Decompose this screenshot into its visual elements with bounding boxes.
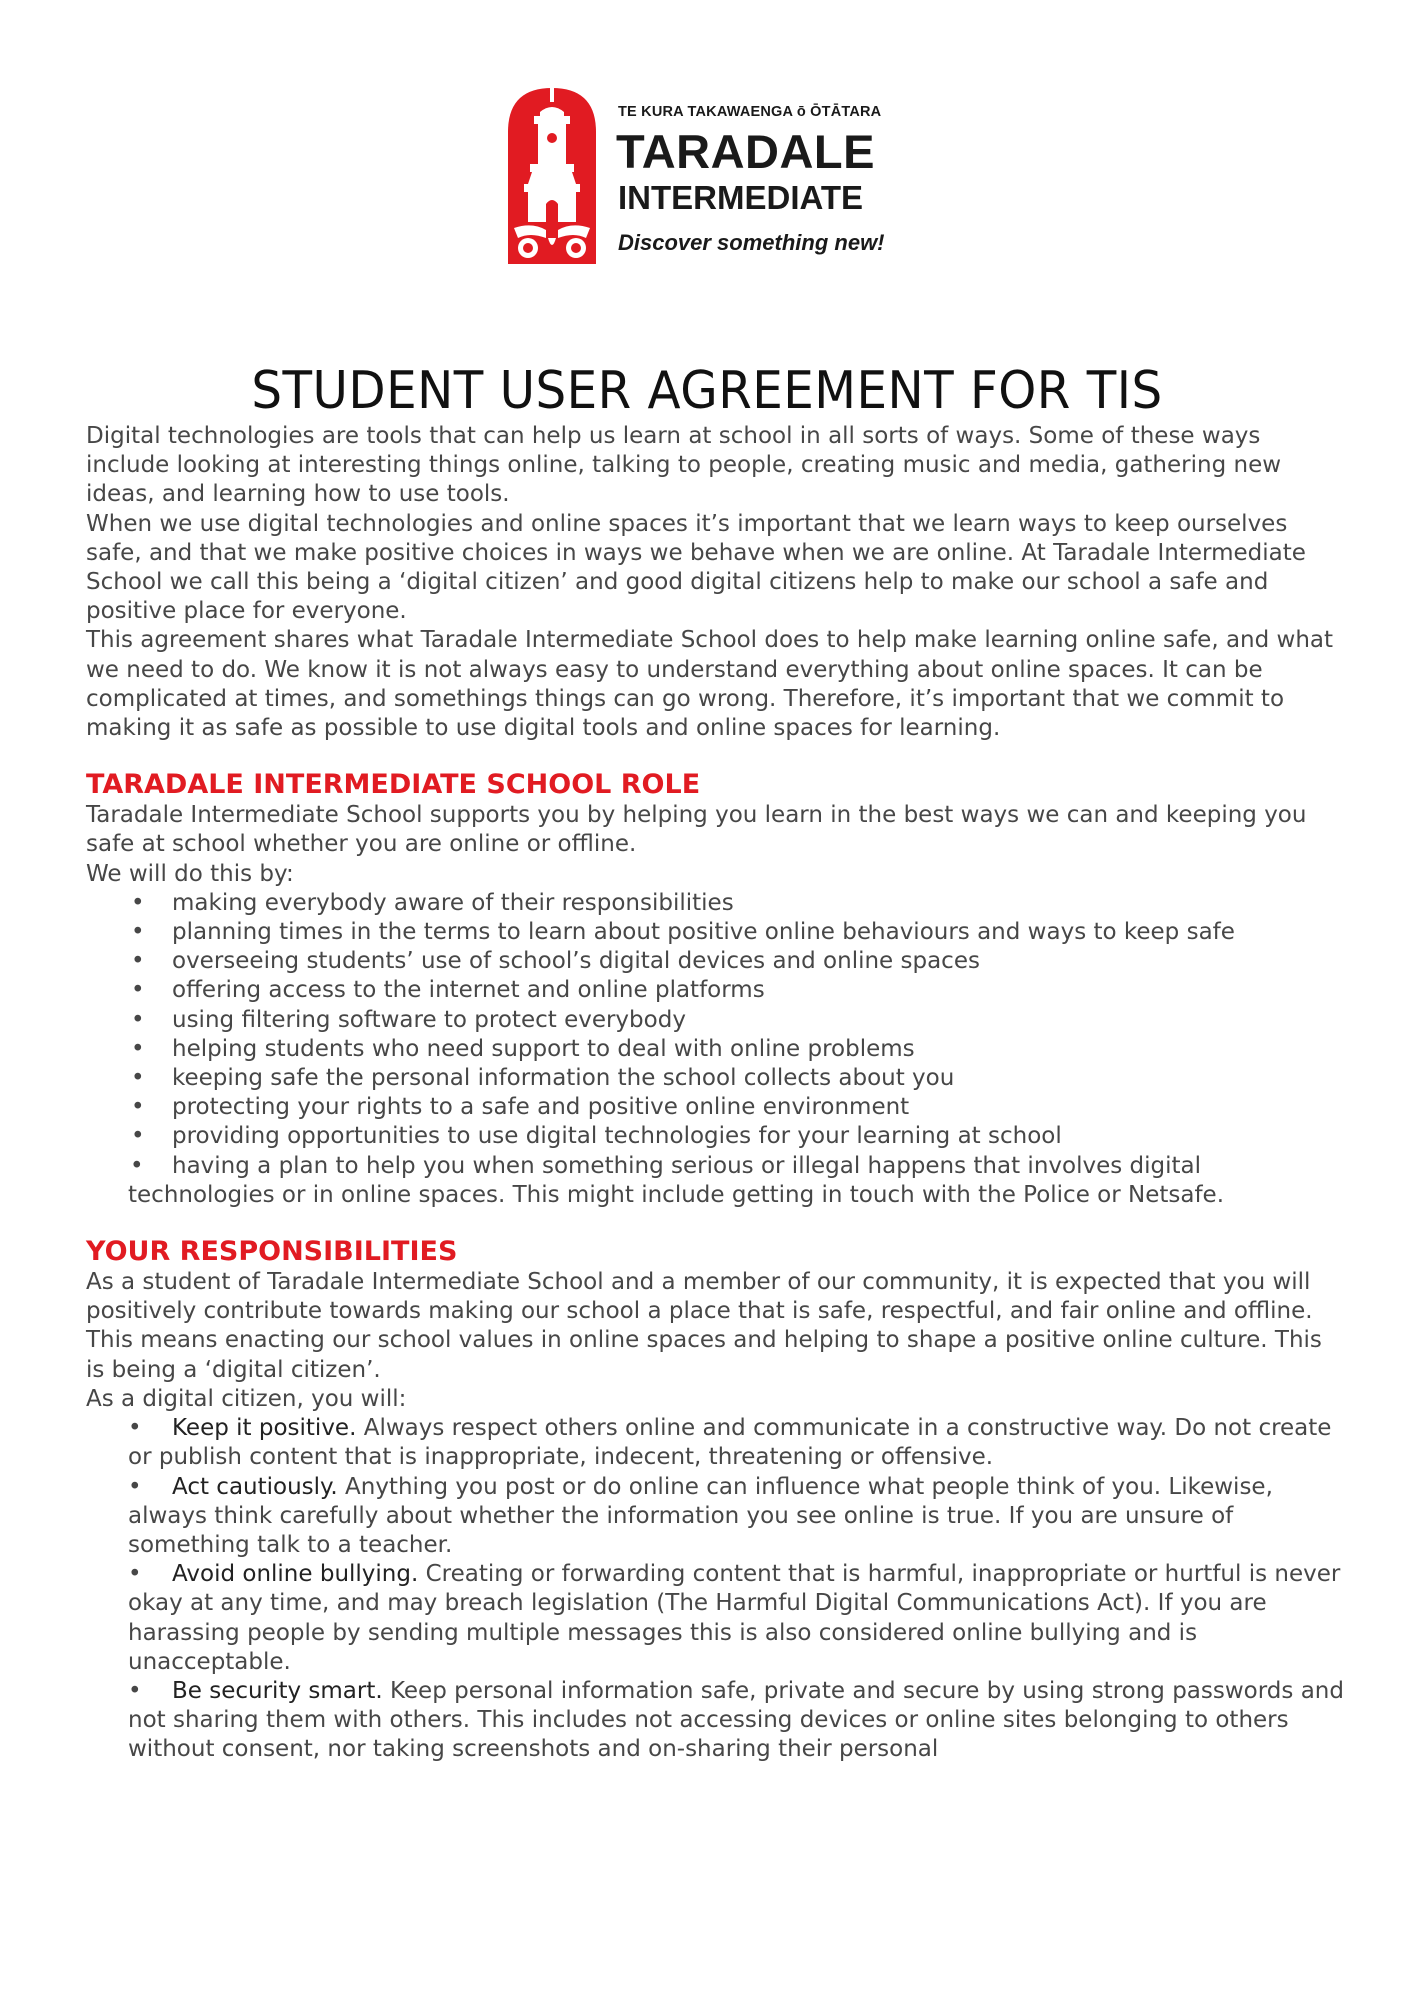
list-item-lead: Keep it positive. (172, 1415, 357, 1442)
list-item-text: planning times in the terms to learn about positive online behaviours and ways to keep safe (172, 919, 1235, 946)
responsibilities-heading: YOUR RESPONSIBILITIES (86, 1236, 458, 1268)
bullet-icon: • (131, 889, 145, 916)
intro-paragraph-2: When we use digital technologies and online spaces it’s important that we learn ways to keep ourselves safe, and that we make positive choices in ways we behave when we are online. At Taradale Intermediate School we call this being a ‘digital citizen’ and good digital citizens help to make our school a safe and positive place for everyone. (86, 510, 1306, 625)
list-item (86, 1093, 1346, 1122)
list-item (86, 1152, 1346, 1210)
bullet-icon: • (128, 1473, 142, 1500)
bullet-icon: • (131, 1094, 145, 1121)
list-item (86, 1122, 1346, 1151)
list-item (86, 1560, 1346, 1677)
list-item (86, 1677, 1346, 1765)
bullet-icon: • (131, 948, 145, 975)
list-item-text: keeping safe the personal information the school collects about you (172, 1065, 955, 1092)
list-item-text: Anything you post or do online can influence what people think of you. Likewise, always think carefully about whether the information you see online is true. If you are unsure of something talk to a teacher. (128, 1473, 1273, 1558)
school-role-lead-in: We will do this by: (86, 860, 294, 887)
list-item (86, 1414, 1346, 1472)
school-role-list (86, 889, 1346, 1210)
document-body (86, 422, 1346, 1765)
bullet-icon: • (128, 1677, 142, 1704)
list-item-lead: Avoid online bullying. (172, 1561, 419, 1588)
bullet-icon: • (131, 919, 145, 946)
list-item-lead: Be security smart. (172, 1677, 383, 1704)
bullet-icon: • (131, 1065, 145, 1092)
list-item-text: Creating or forwarding content that is harmful, inappropriate or hurtful is never okay at any time, and may breach legislation (The Harmful Digital Communications Act). If you are harassing people by sending multiple messages this is also considered online bullying and is unacceptable. (128, 1561, 1341, 1675)
bullet-icon: • (130, 1152, 144, 1179)
logo-subtitle: TE KURA TAKAWAENGA ō ŌTĀTARA (618, 104, 882, 120)
intro-paragraph-1: Digital technologies are tools that can help us learn at school in all sorts of ways. Some of these ways include looking at interesting things online, talking to people, creating music and media, gathering new ideas, and learning how to use tools. (86, 423, 1282, 508)
document-title: STUDENT USER AGREEMENT FOR TIS (251, 360, 1163, 421)
bullet-icon: • (131, 1035, 145, 1062)
list-item-lead: Act cautiously. (172, 1473, 338, 1500)
list-item (86, 976, 1346, 1005)
list-item (86, 1473, 1346, 1561)
logo-name-line1: TARADALE (616, 125, 875, 178)
list-item-text: offering access to the internet and online platforms (172, 977, 765, 1004)
school-role-heading: TARADALE INTERMEDIATE SCHOOL ROLE (86, 769, 701, 801)
list-item-text: using filtering software to protect everybody (172, 1006, 686, 1033)
list-item (86, 1064, 1346, 1093)
bullet-icon: • (131, 1123, 145, 1150)
list-item-text: overseeing students’ use of school’s digital devices and online spaces (172, 948, 980, 975)
list-item (86, 889, 1346, 918)
list-item (86, 947, 1346, 976)
list-item (86, 918, 1346, 947)
list-item-text: providing opportunities to use digital technologies for your learning at school (172, 1123, 1062, 1150)
logo-tagline: Discover something new! (618, 230, 885, 255)
list-item-text: Always respect others online and communicate in a constructive way. Do not create or publish content that is inappropriate, indecent, threatening or offensive. (128, 1415, 1332, 1471)
list-item (86, 1035, 1346, 1064)
list-item-text: protecting your rights to a safe and positive online environment (172, 1094, 910, 1121)
responsibilities-list (86, 1414, 1346, 1764)
list-item-text: having a plan to help you when something serious or illegal happens that involves digital technologies or in online spaces. This might include getting in touch with the Police or Netsafe. (128, 1152, 1225, 1208)
list-item (86, 1006, 1346, 1035)
intro-paragraph-3: This agreement shares what Taradale Intermediate School does to help make learning online safe, and what we need to do. We know it is not always easy to understand everything about online spaces. It can be complicated at times, and somethings things can go wrong. Therefore, it’s important that we commit to making it as safe as possible to use digital tools and online spaces for learning. (86, 627, 1334, 742)
list-item-text: Keep personal information safe, private and secure by using strong passwords and not sharing them with others. This includes not accessing devices or online sites belonging to others without consent, nor taking screenshots and on-sharing their personal (128, 1677, 1344, 1763)
bullet-icon: • (128, 1415, 142, 1442)
responsibilities-intro: As a student of Taradale Intermediate School and a member of our community, it is expected that you will positively contribute towards making our school a place that is safe, respectful, and fair online and offline. This means enacting our school values in online spaces and helping to shape a positive online culture. This is being a ‘digital citizen’. (86, 1269, 1322, 1383)
bullet-icon: • (128, 1561, 142, 1588)
bullet-icon: • (131, 1006, 145, 1033)
list-item-text: making everybody aware of their responsibilities (172, 889, 734, 916)
logo-name-line2: INTERMEDIATE (618, 179, 864, 216)
bullet-icon: • (131, 977, 145, 1004)
school-logo (508, 88, 918, 266)
school-role-intro: Taradale Intermediate School supports you by helping you learn in the best ways we can and keeping you safe at school whether you are online or offline. (86, 802, 1307, 858)
clock-tower-emblem-icon (508, 88, 596, 264)
list-item-text: helping students who need support to deal with online problems (172, 1035, 915, 1062)
responsibilities-lead-in: As a digital citizen, you will: (86, 1385, 407, 1412)
